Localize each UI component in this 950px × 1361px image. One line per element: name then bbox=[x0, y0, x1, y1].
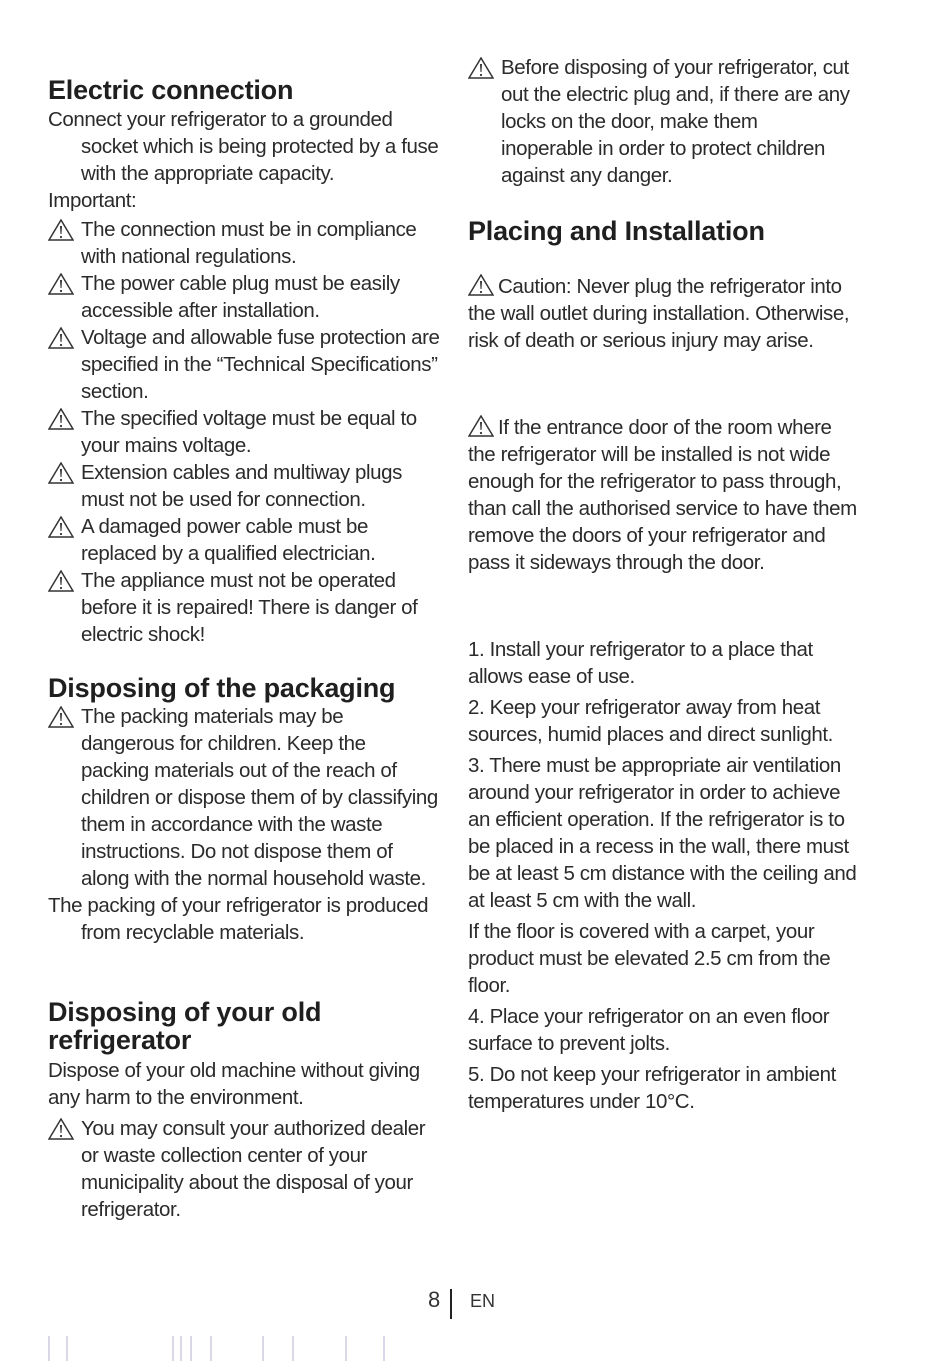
warning-icon bbox=[468, 57, 494, 79]
warning-item: The power cable plug must be easily accessible after installation. bbox=[48, 270, 443, 324]
page-footer bbox=[0, 1285, 950, 1325]
warning-item: A damaged power cable must be replaced by a qualified electrician. bbox=[48, 513, 443, 567]
old-fridge-heading bbox=[48, 998, 448, 1054]
placing-heading: Placing and Installation bbox=[468, 216, 765, 246]
old-fridge-intro: Dispose of your old machine without giving any harm to the environment. bbox=[48, 1059, 420, 1109]
packaging-warning: The packing materials may be dangerous for children. Keep the packing materials out of the reach of children or dispose them of by classifying them in accordance with the waste instructions. Do not dispose them of along with the normal household waste. bbox=[48, 703, 438, 892]
warning-item: The specified voltage must be equal to your mains voltage. bbox=[48, 405, 443, 459]
electric-intro: Connect your refrigerator to a grounded socket which is being protected by a fuse with the appropriate capacity. bbox=[48, 108, 439, 185]
electric-connection-heading: Electric connection bbox=[48, 75, 294, 105]
disposal-plug-warning: Before disposing of your refrigerator, cut out the electric plug and, if there are any locks on the door, make them inoperable in order to protect children against any danger. bbox=[468, 54, 853, 189]
placing-step: If the floor is covered with a carpet, your product must be elevated 2.5 cm from the floor. bbox=[468, 920, 831, 997]
warning-icon bbox=[468, 415, 494, 437]
warning-icon bbox=[48, 570, 74, 592]
placing-step: 4. Place your refrigerator on an even floor surface to prevent jolts. bbox=[468, 1005, 830, 1055]
placing-step: 2. Keep your refrigerator away from heat sources, humid places and direct sunlight. bbox=[468, 696, 833, 746]
print-marks bbox=[0, 1336, 950, 1361]
placing-step: 1. Install your refrigerator to a place that allows ease of use. bbox=[468, 638, 813, 688]
warning-item: Voltage and allowable fuse protection are specified in the “Technical Specifications” section. bbox=[48, 324, 443, 405]
warning-icon bbox=[48, 516, 74, 538]
language-code: EN bbox=[470, 1291, 496, 1311]
warning-icon bbox=[48, 219, 74, 241]
warning-item: The appliance must not be operated before it is repaired! There is danger of electric shock! bbox=[48, 567, 443, 648]
placing-step: 5. Do not keep your refrigerator in ambient temperatures under 10°C. bbox=[468, 1063, 836, 1113]
warning-item: The connection must be in compliance with national regulations. bbox=[48, 216, 443, 270]
placing-steps bbox=[468, 636, 863, 1115]
warning-icon bbox=[48, 408, 74, 430]
placing-door-warning: If the entrance door of the room where the refrigerator will be installed is not wide enough for the refrigerator to pass through, than call the authorised service to have them remove the doors of your refrigerator and pass it sideways through the door. bbox=[468, 416, 857, 574]
warning-icon bbox=[48, 462, 74, 484]
packaging-heading: Disposing of the packaging bbox=[48, 673, 396, 703]
packaging-note: The packing of your refrigerator is produced from recyclable materials. bbox=[48, 894, 429, 944]
warning-icon bbox=[48, 706, 74, 728]
page-number: 8 bbox=[428, 1287, 441, 1312]
old-fridge-heading-line1: Disposing of your old bbox=[48, 997, 322, 1027]
important-label: Important: bbox=[48, 189, 137, 212]
old-fridge-heading-line2: refrigerator bbox=[48, 1025, 192, 1055]
warning-icon bbox=[48, 273, 74, 295]
old-fridge-warning: You may consult your authorized dealer or waste collection center of your municipality about the disposal of your refrigerator. bbox=[48, 1115, 443, 1223]
warning-icon bbox=[48, 327, 74, 349]
footer-divider bbox=[450, 1289, 452, 1319]
placing-caution: Caution: Never plug the refrigerator into the wall outlet during installation. Otherwise, risk of death or serious injury may arise. bbox=[468, 275, 850, 352]
electric-warning-list bbox=[48, 216, 443, 648]
warning-icon bbox=[468, 274, 494, 296]
warning-item: Extension cables and multiway plugs must not be used for connection. bbox=[48, 459, 443, 513]
placing-step: 3. There must be appropriate air ventilation around your refrigerator in order to achieve an efficient operation. If the refrigerator is to be placed in a recess in the wall, there must be at least 5 cm distance with the ceiling and at least 5 cm with the wall. bbox=[468, 754, 857, 912]
warning-icon bbox=[48, 1118, 74, 1140]
